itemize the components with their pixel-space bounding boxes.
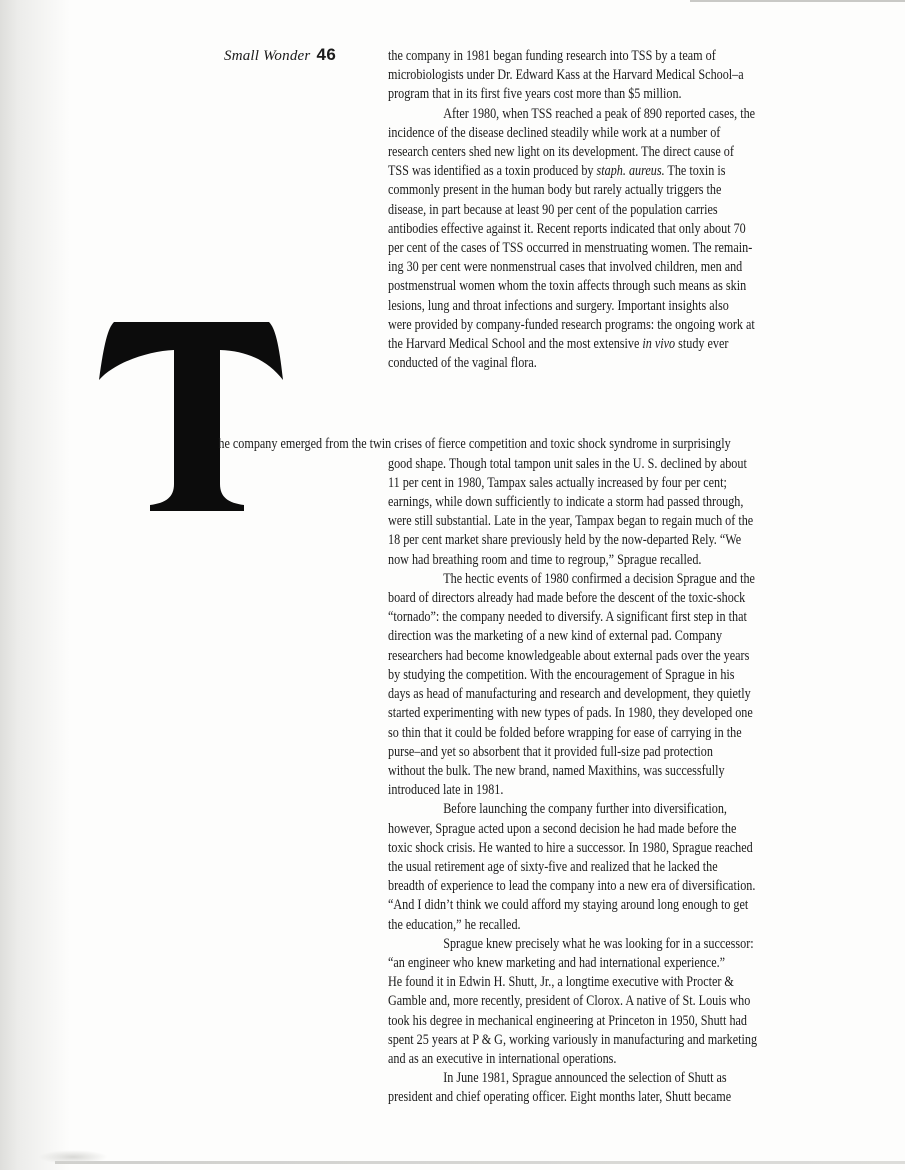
text-line: purse–and yet so absorbent that it provided full-size pad protection (388, 742, 713, 760)
text-line: “And I didn’t think we could afford my staying around long enough to get (388, 896, 749, 914)
text-line: lesions, lung and throat infections and surgery. Important insights also (388, 296, 729, 314)
text-line: toxic shock crisis. He wanted to hire a successor. In 1980, Sprague reached (388, 838, 753, 856)
text-line: 18 per cent market share previously held by the now-departed Rely. “We (388, 531, 742, 549)
paragraph-successor (388, 934, 820, 1068)
text-line: by studying the competition. With the encouragement of Sprague in his (388, 665, 735, 683)
text-line: so thin that it could be folded before wrapping for ease of carrying in the (388, 723, 742, 741)
drop-cap-letter-T (99, 318, 285, 514)
text-line: TSS was identified as a toxin produced by staph. aureus. The toxin is (388, 162, 726, 180)
text-line: researchers had become knowledgeable about external pads over the years (388, 646, 750, 664)
text-line: The hectic events of 1980 confirmed a decision Sprague and the (443, 569, 755, 587)
text-line: postmenstrual women whom the toxin affects through such means as skin (388, 277, 747, 295)
paragraph-after-1980 (388, 104, 820, 373)
text-line: board of directors already had made before the descent of the toxic-shock (388, 589, 746, 607)
paragraph-hectic-events (388, 569, 820, 799)
paragraph-dropcap (218, 434, 820, 568)
text-line: incidence of the disease declined steadily while work at a number of (388, 123, 721, 141)
text-line: earnings, while down sufficiently to indicate a storm had passed through, (388, 493, 744, 511)
paragraph-before-launching (388, 799, 820, 933)
page-number: 46 (316, 45, 337, 64)
text-line: days as head of manufacturing and research and development, they quietly (388, 685, 751, 703)
text-line: antibodies effective against it. Recent reports indicated that only about 70 (388, 219, 746, 237)
running-head (224, 45, 336, 65)
text-line: After 1980, when TSS reached a peak of 890 reported cases, the (443, 104, 756, 122)
text-line: were still substantial. Late in the year, Tampax began to regain much of the (388, 512, 754, 530)
text-line: Gamble and, more recently, president of Clorox. A native of St. Louis who (388, 992, 751, 1010)
text-line: good shape. Though total tampon unit sales in the U. S. declined by about (388, 454, 747, 472)
paragraph-continuation (388, 46, 820, 104)
text-line: “an engineer who knew marketing and had international experience.” (388, 953, 726, 971)
text-line: research centers shed new light on its development. The direct cause of (388, 143, 734, 161)
text-line: program that in its first five years cost more than $5 million. (388, 85, 682, 103)
page-edge-line-top (690, 0, 905, 2)
text-line: per cent of the cases of TSS occurred in menstruating women. The remain- (388, 239, 753, 257)
text-line: spent 25 years at P & G, working variously in manufacturing and marketing (388, 1030, 758, 1048)
text-line: In June 1981, Sprague announced the selection of Shutt as (443, 1069, 727, 1087)
text-line: the usual retirement age of sixty-five and realized that he lacked the (388, 857, 718, 875)
text-line: microbiologists under Dr. Edward Kass at the Harvard Medical School–a (388, 66, 744, 84)
text-line: the company in 1981 began funding research into TSS by a team of (388, 47, 716, 64)
text-line: disease, in part because at least 90 per cent of the population carries (388, 200, 718, 218)
text-line: He found it in Edwin H. Shutt, Jr., a longtime executive with Procter & (388, 973, 734, 991)
page-edge-smudge (38, 1150, 108, 1164)
text-line: he company emerged from the twin crises of fierce competition and toxic shock syndrome in surprisingly (218, 435, 731, 453)
text-line: breadth of experience to lead the company into a new era of diversification. (388, 877, 756, 895)
text-line: direction was the marketing of a new kind of external pad. Company (388, 627, 723, 645)
text-line: however, Sprague acted upon a second decision he had made before the (388, 819, 737, 837)
running-head-title: Small Wonder (224, 48, 311, 64)
text-line: conducted of the vaginal flora. (388, 354, 537, 372)
page-edge-line-bottom (55, 1161, 905, 1164)
text-line: Sprague knew precisely what he was looking for in a successor: (443, 934, 754, 952)
text-line: “tornado”: the company needed to diversify. A significant first step in that (388, 608, 747, 626)
text-line: and as an executive in international operations. (388, 1049, 617, 1067)
text-line: the education,” he recalled. (388, 915, 521, 933)
text-line: now had breathing room and time to regroup,” Sprague recalled. (388, 550, 702, 568)
text-line: started experimenting with new types of pads. In 1980, they developed one (388, 704, 753, 722)
text-line: 11 per cent in 1980, Tampax sales actually increased by four per cent; (388, 473, 727, 491)
text-line: the Harvard Medical School and the most extensive in vivo study ever (388, 335, 729, 353)
text-line: Before launching the company further into diversification, (443, 800, 727, 818)
text-line: commonly present in the human body but rarely actually triggers the (388, 181, 722, 199)
text-line: took his degree in mechanical engineering at Princeton in 1950, Shutt had (388, 1011, 748, 1029)
paragraph-june-1981 (388, 1068, 820, 1106)
text-line: ing 30 per cent were nonmenstrual cases that involved children, men and (388, 258, 743, 276)
text-line: without the bulk. The new brand, named Maxithins, was successfully (388, 761, 725, 779)
text-line: president and chief operating officer. Eight months later, Shutt became (388, 1088, 732, 1106)
text-line: introduced late in 1981. (388, 781, 504, 799)
text-line: were provided by company-funded research programs: the ongoing work at (388, 315, 755, 333)
page-edge-shadow-left (0, 0, 70, 1170)
